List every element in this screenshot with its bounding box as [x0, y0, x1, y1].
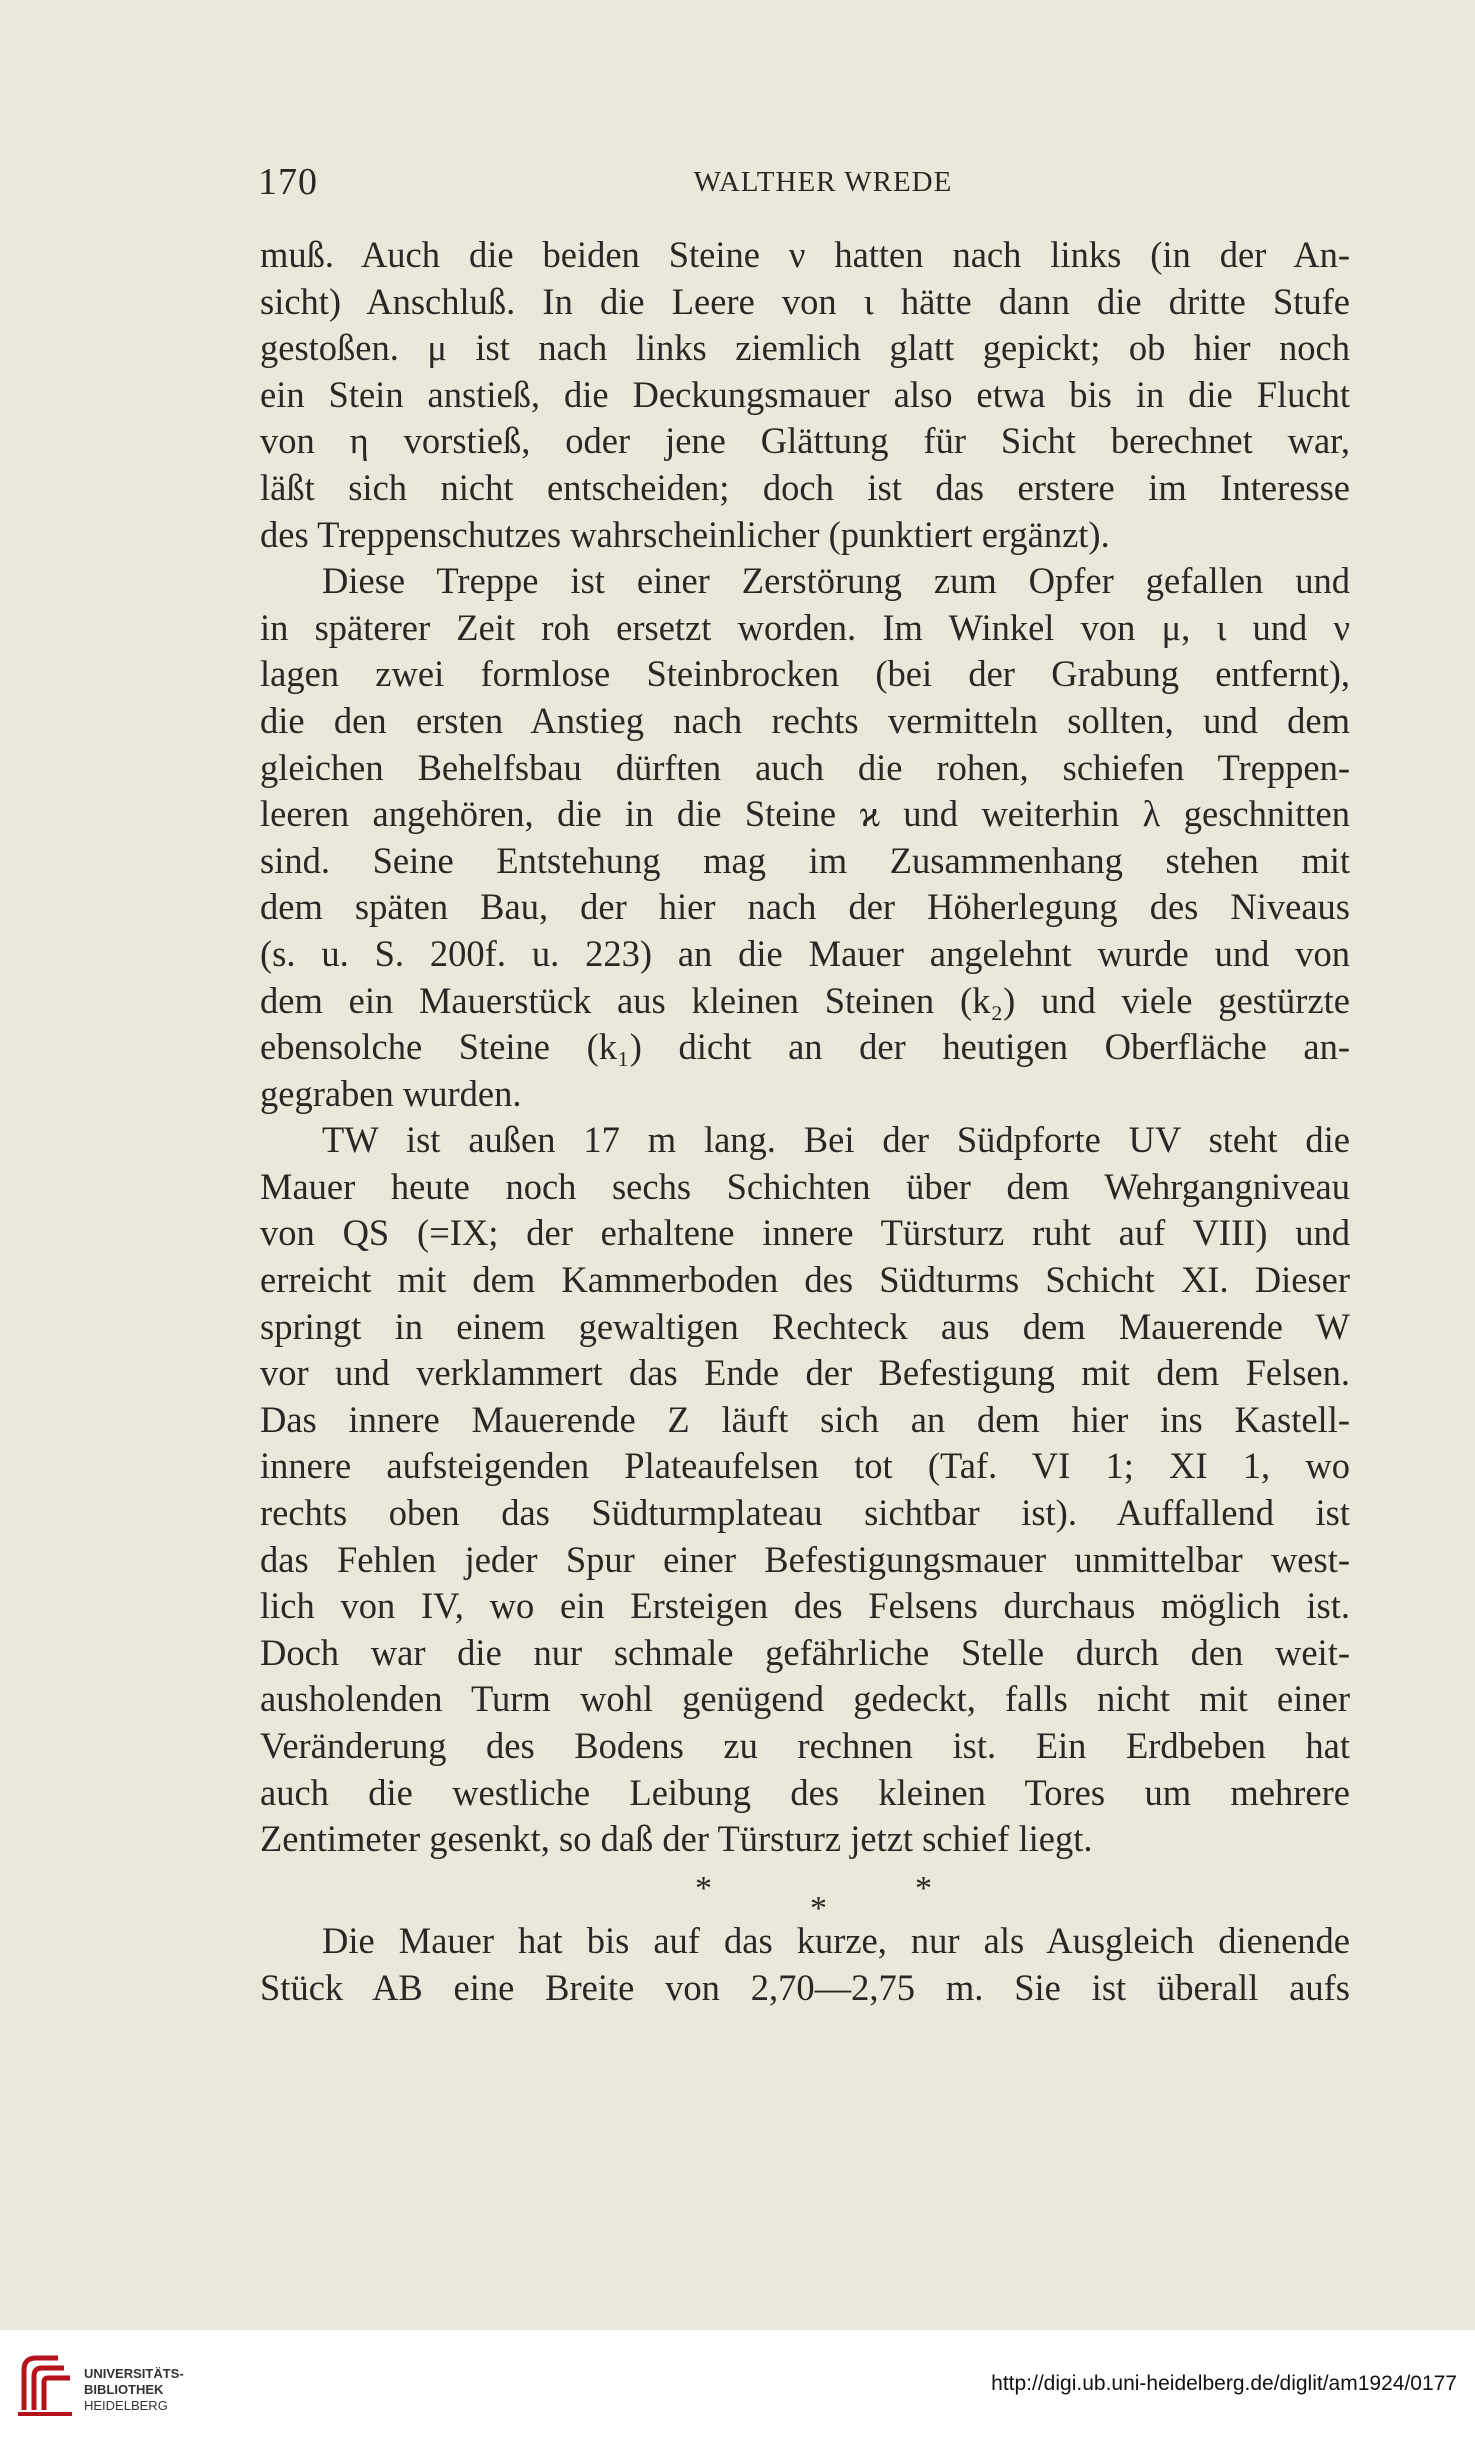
source-url-link[interactable]: http://digi.ub.uni-heidelberg.de/diglit/am1924/0177 — [991, 2372, 1457, 2395]
text-line: rechts oben das Südturmplateau sichtbar ist). Auffallend ist — [260, 1492, 1350, 1534]
text-line: Veränderung des Bodens zu rechnen ist. Ein Erdbeben hat — [260, 1725, 1350, 1766]
text-line: in späterer Zeit roh ersetzt worden. Im Winkel von μ, ι und ν — [260, 606, 1350, 648]
library-name-line: UNIVERSITÄTS- — [84, 2366, 184, 2381]
text-line: Das innere Mauerende Z läuft sich an dem hier ins Kastell- — [260, 1398, 1350, 1440]
page-number: 170 — [258, 161, 318, 203]
text-line: Stück AB eine Breite von 2,70—2,75 m. Sie ist überall aufs — [260, 1966, 1350, 2008]
paragraph-3 — [260, 1117, 1350, 1863]
text-line: die den ersten Anstieg nach rechts vermitteln sollten, und dem — [260, 699, 1350, 741]
text-line: leeren angehören, die in die Steine ϰ und weiterhin λ geschnitten — [260, 793, 1350, 835]
paragraph-2 — [260, 558, 1350, 1117]
text-line: läßt sich nicht entscheiden; doch ist das erstere im Interesse — [260, 466, 1350, 508]
text-line: lich von IV, wo ein Ersteigen des Felsens durchaus möglich ist. — [260, 1585, 1350, 1627]
text-line: gegraben wurden. — [260, 1072, 522, 1114]
body-text — [260, 232, 1350, 1863]
text-line: Diese Treppe ist einer Zerstörung zum Opfer gefallen und — [322, 560, 1350, 602]
text-line: sind. Seine Entstehung mag im Zusammenhang stehen mit — [260, 839, 1350, 881]
library-name — [84, 2366, 184, 2414]
library-logo[interactable] — [14, 2344, 214, 2424]
text-line: dem späten Bau, der hier nach der Höherlegung des Niveaus — [260, 886, 1350, 928]
page-header — [258, 160, 1358, 210]
text-line: das Fehlen jeder Spur einer Befestigungsmauer unmittelbar west- — [260, 1538, 1350, 1580]
text-line: (s. u. S. 200f. u. 223) an die Mauer angelehnt wurde und von — [260, 932, 1350, 974]
text-line: erreicht mit dem Kammerboden des Südturms Schicht XI. Dieser — [260, 1259, 1350, 1301]
text-line: des Treppenschutzes wahrscheinlicher (punktiert ergänzt). — [260, 513, 1110, 555]
paragraph-1 — [260, 232, 1350, 558]
text-line: gestoßen. μ ist nach links ziemlich glatt gepickt; ob hier noch — [260, 327, 1350, 369]
footer-bar — [0, 2330, 1475, 2439]
text-line: gleichen Behelfsbau dürften auch die rohen, schiefen Treppen- — [260, 746, 1350, 788]
text-line: von QS (=IX; der erhaltene innere Türsturz ruht auf VIII) und — [260, 1212, 1350, 1254]
text-line: von η vorstieß, oder jene Glättung für Sicht berechnet war, — [260, 420, 1350, 462]
text-line: sicht) Anschluß. In die Leere von ι hätte dann die dritte Stufe — [260, 280, 1350, 322]
text-line: innere aufsteigenden Plateaufelsen tot (Taf. VI 1; XI 1, wo — [260, 1445, 1350, 1487]
library-name-line: HEIDELBERG — [84, 2398, 168, 2413]
text-line: ein Stein anstieß, die Deckungsmauer also etwa bis in die Flucht — [260, 373, 1350, 415]
text-line: ausholenden Turm wohl genügend gedeckt, falls nicht mit einer — [260, 1678, 1350, 1720]
text-line: vor und verklammert das Ende der Befestigung mit dem Felsen. — [260, 1352, 1350, 1394]
library-name-line: BIBLIOTHEK — [84, 2382, 164, 2397]
text-line: ebensolche Steine (k₁) dicht an der heutigen Oberfläche an- — [260, 1026, 1350, 1068]
running-head: WALTHER WREDE — [693, 166, 953, 198]
text-line: Zentimeter gesenkt, so daß der Türsturz jetzt schief liegt. — [260, 1818, 1093, 1860]
paragraph-4 — [260, 1918, 1350, 2011]
text-line: TW ist außen 17 m lang. Bei der Südpforte UV steht die — [322, 1119, 1350, 1161]
text-line: Die Mauer hat bis auf das kurze, nur als Ausgleich dienende — [322, 1920, 1350, 1961]
final-paragraph — [260, 1918, 1350, 2011]
library-logo-icon — [14, 2348, 78, 2420]
text-line: auch die westliche Leibung des kleinen Tores um mehrere — [260, 1771, 1350, 1813]
text-line: lagen zwei formlose Steinbrocken (bei der Grabung entfernt), — [260, 653, 1350, 695]
text-line: Doch war die nur schmale gefährliche Stelle durch den weit- — [260, 1631, 1350, 1673]
asterisk: * — [695, 1870, 712, 1907]
text-line: muß. Auch die beiden Steine ν hatten nach links (in der An- — [260, 234, 1350, 275]
asterisk: * — [810, 1890, 827, 1927]
text-line: dem ein Mauerstück aus kleinen Steinen (k₂) und viele gestürzte — [260, 979, 1350, 1021]
text-line: springt in einem gewaltigen Rechteck aus dem Mauerende W — [260, 1305, 1350, 1347]
asterisk: * — [915, 1870, 932, 1907]
text-line: Mauer heute noch sechs Schichten über dem Wehrgangniveau — [260, 1165, 1350, 1207]
